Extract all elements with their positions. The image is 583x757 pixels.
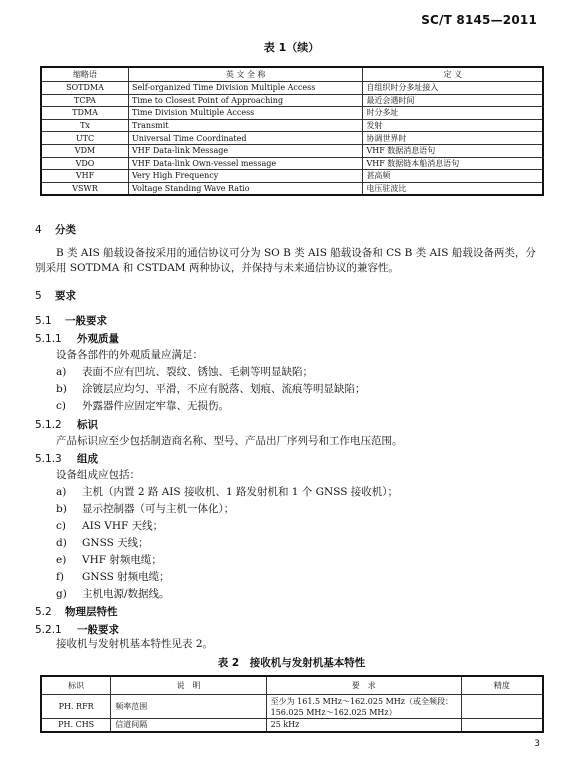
section-4-heading — [35, 222, 76, 237]
col-accuracy-header: 精度 — [461, 676, 543, 695]
abbr-cell: VDO — [41, 157, 128, 170]
section-number: 5.1.1 — [35, 333, 62, 345]
abbr-cell: VDM — [41, 144, 128, 157]
english-cell: Transmit — [128, 119, 362, 132]
accuracy-cell — [461, 695, 543, 719]
section-5-1-heading — [35, 313, 107, 328]
list-item: c) AIS VHF 天线； — [56, 520, 164, 532]
appearance-intro: 设备各部件的外观质量应满足： — [56, 349, 203, 361]
section-title: 外观质量 — [77, 333, 119, 345]
table-row — [41, 719, 543, 732]
section-title: 一般要求 — [65, 315, 107, 327]
description-cell: 频率范围 — [111, 695, 266, 719]
table-row — [41, 119, 543, 132]
id-cell: PH. RFR — [41, 695, 111, 719]
section-number: 5.1.2 — [35, 419, 62, 431]
col-requirement-header: 要 求 — [266, 676, 461, 695]
english-cell: VHF Data-link Own-vessel message — [128, 157, 362, 170]
section-5-1-2-heading — [35, 417, 98, 432]
section-title: 分类 — [55, 224, 76, 236]
section-5-2-heading — [35, 604, 118, 619]
accuracy-cell — [461, 719, 543, 732]
list-item: a) 表面不应有凹坑、裂纹、锈蚀、毛刺等明显缺陷； — [56, 366, 313, 378]
abbr-cell: UTC — [41, 132, 128, 145]
english-cell: Very High Frequency — [128, 170, 362, 183]
list-item: c) 外露器件应固定牢靠、无损伤。 — [56, 400, 229, 412]
english-cell: Universal Time Coordinated — [128, 132, 362, 145]
section-5-2-1-heading — [35, 622, 119, 637]
composition-intro: 设备组成应包括： — [56, 469, 140, 481]
page-number: 3 — [534, 739, 540, 749]
english-cell: VHF Data-link Message — [128, 144, 362, 157]
requirement-cell: 至少为 161.5 MHz～162.025 MHz（或全频段：156.025 MHz～162.025 MHz） — [266, 695, 461, 719]
section-number: 5 — [35, 290, 42, 302]
table-row — [41, 170, 543, 183]
abbr-cell: Tx — [41, 119, 128, 132]
marking-paragraph: 产品标识应至少包括制造商名称、型号、产品出厂序列号和工作电压范围。 — [56, 435, 403, 447]
definition-cell: VHF 数据链本船消息语句 — [363, 157, 543, 170]
definition-cell: 时分多址 — [363, 107, 543, 120]
table2-caption: 表 2 接收机与发射机基本特性 — [217, 657, 366, 669]
table-row — [41, 157, 543, 170]
composition-list — [56, 484, 398, 603]
list-item: e) VHF 射频电缆； — [56, 554, 162, 566]
english-cell: Voltage Standing Wave Ratio — [128, 182, 362, 195]
definition-cell: 自组织时分多址接入 — [363, 82, 543, 95]
requirement-cell: 25 kHz — [266, 719, 461, 732]
table-row — [41, 695, 543, 719]
description-cell: 信道间隔 — [111, 719, 266, 732]
abbr-cell: TCPA — [41, 94, 128, 107]
section-number: 5.2.1 — [35, 624, 62, 636]
list-item: a) 主机（内置 2 路 AIS 接收机、1 路发射机和 1 个 GNSS 接收机）； — [56, 486, 399, 498]
list-item: d) GNSS 天线； — [56, 537, 149, 549]
id-cell: PH. CHS — [41, 719, 111, 732]
section-title: 要求 — [55, 290, 76, 302]
definition-cell: 最近会遇时间 — [363, 94, 543, 107]
definition-cell: 协调世界时 — [363, 132, 543, 145]
definition-cell: 甚高频 — [363, 170, 543, 183]
section-title: 组成 — [77, 453, 98, 465]
col-description-header: 说 明 — [111, 676, 266, 695]
section-title: 标识 — [77, 419, 98, 431]
section-number: 5.1.3 — [35, 453, 62, 465]
list-item: b) 涂镀层应均匀、平滑，不应有脱落、划痕、流痕等明显缺陷； — [56, 383, 366, 395]
abbr-cell: TDMA — [41, 107, 128, 120]
english-cell: Time Division Multiple Access — [128, 107, 362, 120]
section-5-1-3-heading — [35, 451, 98, 466]
section-5-heading — [35, 288, 76, 303]
definition-cell: 电压驻波比 — [363, 182, 543, 195]
table1-caption: 表 1（续） — [263, 41, 320, 54]
abbr-cell: SOTDMA — [41, 82, 128, 95]
abbr-cell: VHF — [41, 170, 128, 183]
list-item: f) GNSS 射频电缆； — [56, 571, 170, 583]
table-row — [41, 107, 543, 120]
col-id-header: 标识 — [41, 676, 111, 695]
col-abbr-header: 缩略语 — [41, 67, 128, 82]
col-definition-header: 定 义 — [363, 67, 543, 82]
table-row — [41, 182, 543, 195]
section-5-1-1-heading — [35, 331, 119, 346]
definition-cell: 发射 — [363, 119, 543, 132]
table-row — [41, 94, 543, 107]
list-item: b) 显示控制器（可与主机一体化）； — [56, 503, 235, 515]
english-cell: Self-organized Time Division Multiple Access — [128, 82, 362, 95]
standard-code: SC/T 8145—2011 — [421, 13, 537, 27]
characteristics-table — [40, 675, 544, 733]
table-row — [41, 132, 543, 145]
section-number: 4 — [35, 224, 42, 236]
abbr-cell: VSWR — [41, 182, 128, 195]
definition-cell: VHF 数据消息语句 — [363, 144, 543, 157]
table-row — [41, 82, 543, 95]
table1-header-row — [41, 67, 543, 82]
col-english-header: 英 文 全 称 — [128, 67, 362, 82]
basic-characteristics-paragraph: 接收机与发射机基本特性见表 2。 — [56, 638, 214, 650]
section-4-paragraph: B 类 AIS 船载设备按采用的通信协议可分为 SO B 类 AIS 船载设备和 CS B 类 AIS 船载设备两类，分别采用 SOTDMA 和 CSTDAM 两种协议，并保持与未来通信协议的兼容性。 — [35, 247, 536, 274]
section-title: 一般要求 — [77, 624, 119, 636]
table-row — [41, 144, 543, 157]
section-number: 5.2 — [35, 606, 52, 618]
abbreviation-table — [40, 66, 544, 196]
appearance-list — [56, 364, 366, 415]
section-title: 物理层特性 — [65, 606, 118, 618]
table2-header-row — [41, 676, 543, 695]
section-number: 5.1 — [35, 315, 52, 327]
english-cell: Time to Closest Point of Approaching — [128, 94, 362, 107]
list-item: g) 主机电源/数据线。 — [56, 588, 170, 600]
